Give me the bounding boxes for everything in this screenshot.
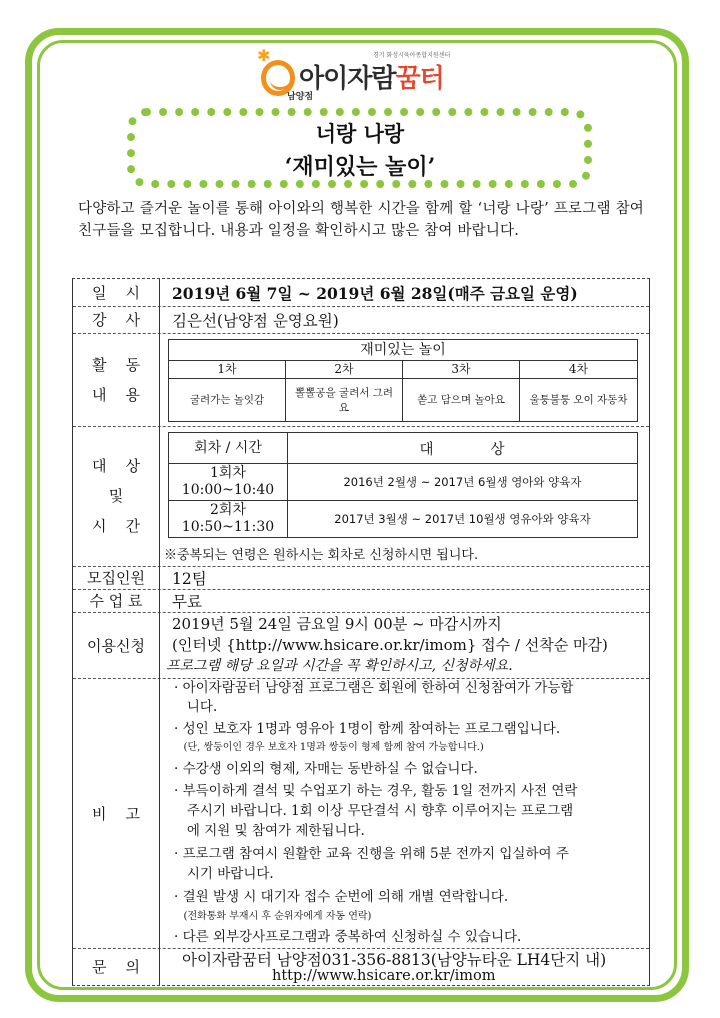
- logo-title: 아이자람꿈터: [299, 64, 444, 94]
- logo-branch: 남양점: [287, 92, 314, 102]
- row-target: [73, 426, 649, 567]
- remark-item: · 부득이하게 결석 및 수업포기 하는 경우, 활동 1일 전까지 사전 연락: [174, 783, 578, 799]
- schedule-note: ※중복되는 연령은 원하시는 회차로 신청하시면 됩니다.: [164, 548, 479, 563]
- row-date: [73, 279, 649, 307]
- logo: [255, 46, 495, 106]
- date-value: 2019년 6월 7일 ~ 2019년 6월 28일(매주 금요일 운영): [172, 284, 578, 303]
- activity-session: 4차 울퉁불퉁 오이 자동차: [520, 360, 637, 421]
- schedule-header: 회차 / 시간 대 상: [169, 433, 637, 464]
- apply-method: (인터넷 {http://www.hsicare.or.kr/imom} 접수 / 선착순 마감): [172, 636, 608, 654]
- label-contact: 문 의: [73, 948, 160, 985]
- row-capacity: [73, 566, 649, 590]
- schedule-row: 2회차 10:50~11:30 2017년 3월생 ~ 2017년 10월생 영유아와 양육자: [169, 501, 637, 537]
- schedule-table: [168, 432, 638, 538]
- contact-phone: 아이자람꿈터 남양점031-356-8813(남양뉴타운 LH4단지 내): [182, 951, 607, 969]
- remark-item: 시기 바랍니다.: [174, 866, 274, 882]
- activity-session: 1차 굴려가는 놀잇감: [169, 360, 286, 421]
- remark-subnote: (전화통화 부재시 후 순위자에게 자동 연락): [174, 911, 372, 922]
- activity-session: 2차 뽈뽈공을 굴려서 그려요: [286, 360, 403, 421]
- instructor-value: 김은선(남양점 운영요원): [172, 312, 339, 330]
- remark-subnote: (단, 쌍둥이인 경우 보호자 1명과 쌍둥이 형제 함께 참여 가능합니다.): [174, 742, 484, 753]
- apply-notice: 프로그램 해당 요일과 시간을 꼭 확인하시고, 신청하세요.: [166, 658, 513, 674]
- activity-session: 3차 쏟고 담으며 놀아요: [403, 360, 520, 421]
- label-fee: 수 업 료: [73, 589, 160, 612]
- label-target: 대 상 및 시 간: [73, 426, 160, 566]
- remark-item: 니다.: [174, 699, 218, 715]
- remark-item: · 프로그램 참여시 원활한 교육 진행을 위해 5분 전까지 입실하여 주: [174, 846, 569, 862]
- label-capacity: 모집인원: [73, 566, 160, 589]
- remark-item: 주시기 바랍니다. 1회 이상 무단결석 시 향후 이루어지는 프로그램: [174, 803, 574, 819]
- remark-item: · 결원 발생 시 대기자 접수 순번에 의해 개별 연락합니다.: [174, 889, 509, 905]
- logo-org: 경기 화성시육아종합지원센터: [373, 52, 451, 59]
- label-apply: 이용신청: [73, 612, 160, 678]
- schedule-row: 1회차 10:00~10:40 2016년 2월생 ~ 2017년 6월생 영아와 양육자: [169, 464, 637, 501]
- contact-url[interactable]: http://www.hsicare.or.kr/imom: [272, 968, 496, 984]
- remark-item: · 성인 보호자 1명과 영유아 1명이 함께 참여하는 프로그램입니다.: [174, 721, 561, 737]
- remark-item: · 아이자람꿈터 남양점 프로그램은 회원에 한하여 신청참여가 가능합: [174, 680, 574, 696]
- intro-paragraph: 다양하고 즐거운 놀이를 통해 아이와의 행복한 시간을 함께 할 ‘너랑 나랑’ 프로그램 참여 친구들을 모집합니다. 내용과 일정을 확인하시고 많은 참여 바랍니다.: [78, 201, 644, 239]
- row-fee: [73, 589, 649, 613]
- apply-period: 2019년 5월 24일 금요일 9시 00분 ~ 마감시까지: [172, 615, 502, 633]
- capacity-value: 12팀: [172, 570, 207, 588]
- activity-table: [168, 339, 638, 422]
- label-remarks: 비 고: [73, 678, 160, 948]
- remark-item: 에 지원 및 참여가 제한됩니다.: [174, 823, 365, 839]
- row-contact: [73, 948, 649, 985]
- label-instructor: 강 사: [73, 306, 160, 333]
- info-table: [72, 278, 650, 986]
- label-activity: 활 동 내 용: [73, 333, 160, 426]
- title-line-2: ‘재미있는 놀이’: [284, 154, 436, 180]
- label-date: 일 시: [73, 279, 160, 306]
- remark-item: · 수강생 이외의 형제, 자매는 동반하실 수 없습니다.: [174, 761, 478, 777]
- title-line-1: 너랑 나랑: [315, 121, 405, 146]
- row-instructor: [73, 306, 649, 334]
- remark-item: · 다른 외부강사프로그램과 중복하여 신청하실 수 있습니다.: [174, 929, 522, 945]
- star-icon: ✱: [257, 46, 271, 65]
- row-remarks: [73, 678, 649, 949]
- fee-value: 무료: [172, 593, 202, 611]
- activity-title: 재미있는 놀이: [169, 340, 637, 361]
- row-activity: [73, 333, 649, 427]
- row-apply: [73, 612, 649, 679]
